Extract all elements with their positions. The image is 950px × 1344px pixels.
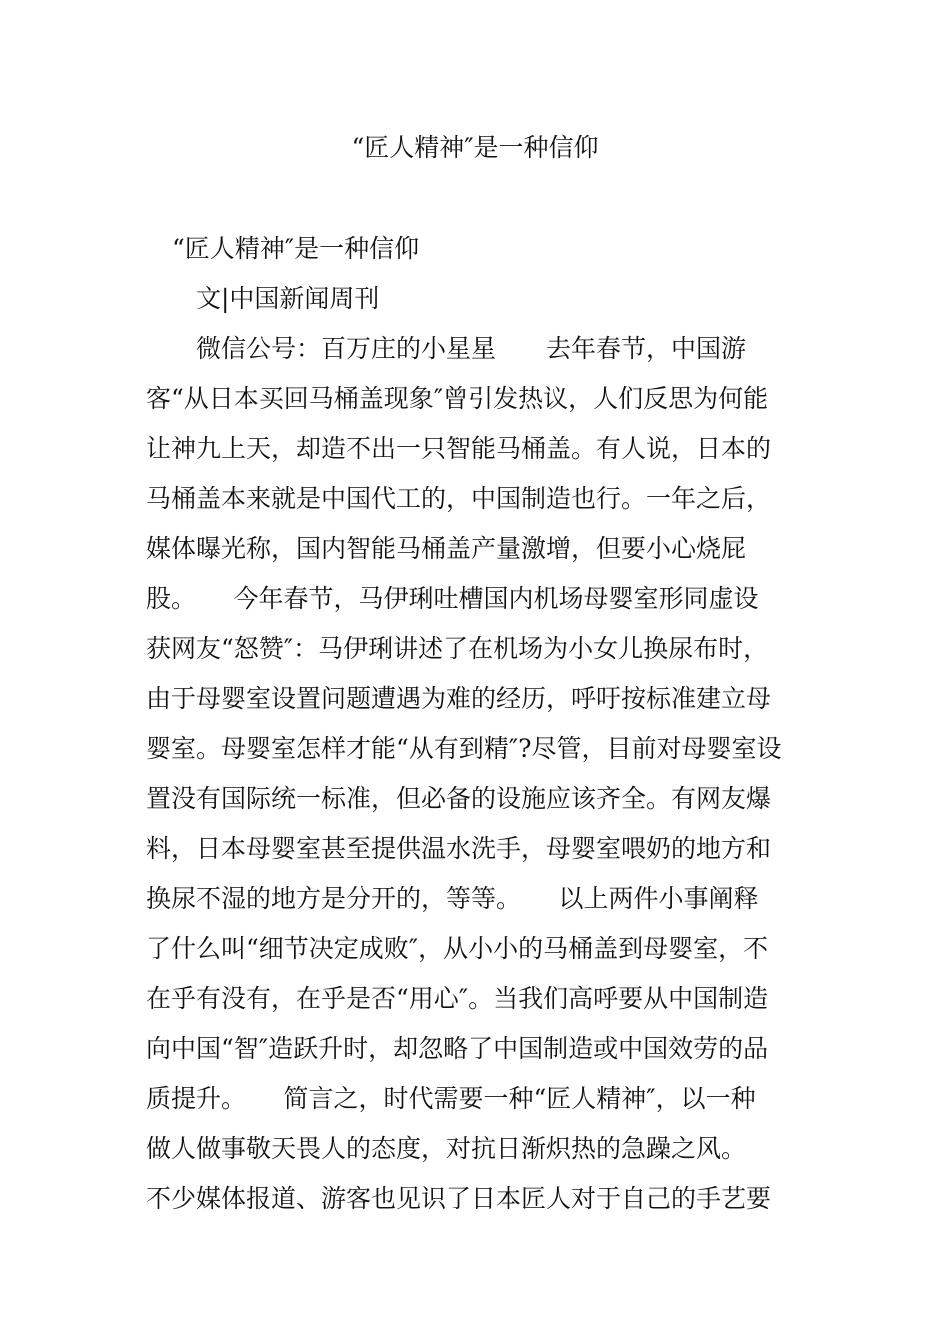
body-line: 在乎有没有，在乎是否“用心″。当我们高呼要从中国制造	[146, 984, 769, 1013]
body-line: 向中国“智″造跃升时，却忽略了中国制造或中国效劳的品	[146, 1034, 769, 1063]
body-line: 马桶盖本来就是中国代工的，中国制造也行。一年之后，	[146, 484, 772, 513]
body-line: 客“从日本买回马桶盖现象″曾引发热议，人们反思为何能	[146, 384, 769, 413]
body-line: 不少媒体报道、游客也见识了日本匠人对于自己的手艺要	[146, 1184, 772, 1213]
body-line: 媒体曝光称，国内智能马桶盖产量激增，但要小心烧屁	[146, 534, 747, 563]
body-line: 股。 今年春节，马伊琍吐槽国内机场母婴室形同虚设	[146, 584, 759, 613]
document-title: “匠人精神″是一种信仰	[351, 133, 599, 162]
body-line: 获网友“怒赞″：马伊琍讲述了在机场为小女儿换尿布时，	[146, 634, 769, 663]
body-line: 微信公号：百万庄的小星星 去年春节，中国游	[196, 334, 747, 363]
body-line: 了什么叫“细节决定成败″，从小小的马桶盖到母婴室，不	[146, 934, 769, 963]
body-line: 置没有国际统一标准，但必备的设施应该齐全。有网友爆	[146, 784, 772, 813]
body-line: 让神九上天，却造不出一只智能马桶盖。有人说，日本的	[146, 434, 772, 463]
body-line: 料，日本母婴室甚至提供温水洗手，母婴室喂奶的地方和	[146, 834, 772, 863]
body-line: 由于母婴室设置问题遭遇为难的经历，呼吁按标准建立母	[146, 684, 772, 713]
byline: 文|中国新闻周刊	[196, 284, 380, 313]
body-line: 婴室。母婴室怎样才能“从有到精″?尽管，目前对母婴室设	[146, 734, 782, 763]
body-line: 做人做事敬天畏人的态度，对抗日渐炽热的急躁之风。	[146, 1134, 747, 1163]
body-line: 质提升。 简言之，时代需要一种“匠人精神″，以一种	[146, 1084, 756, 1113]
body-line: 换尿不湿的地方是分开的，等等。 以上两件小事阐释	[146, 884, 759, 913]
subtitle-line: “匠人精神″是一种信仰	[172, 234, 420, 263]
